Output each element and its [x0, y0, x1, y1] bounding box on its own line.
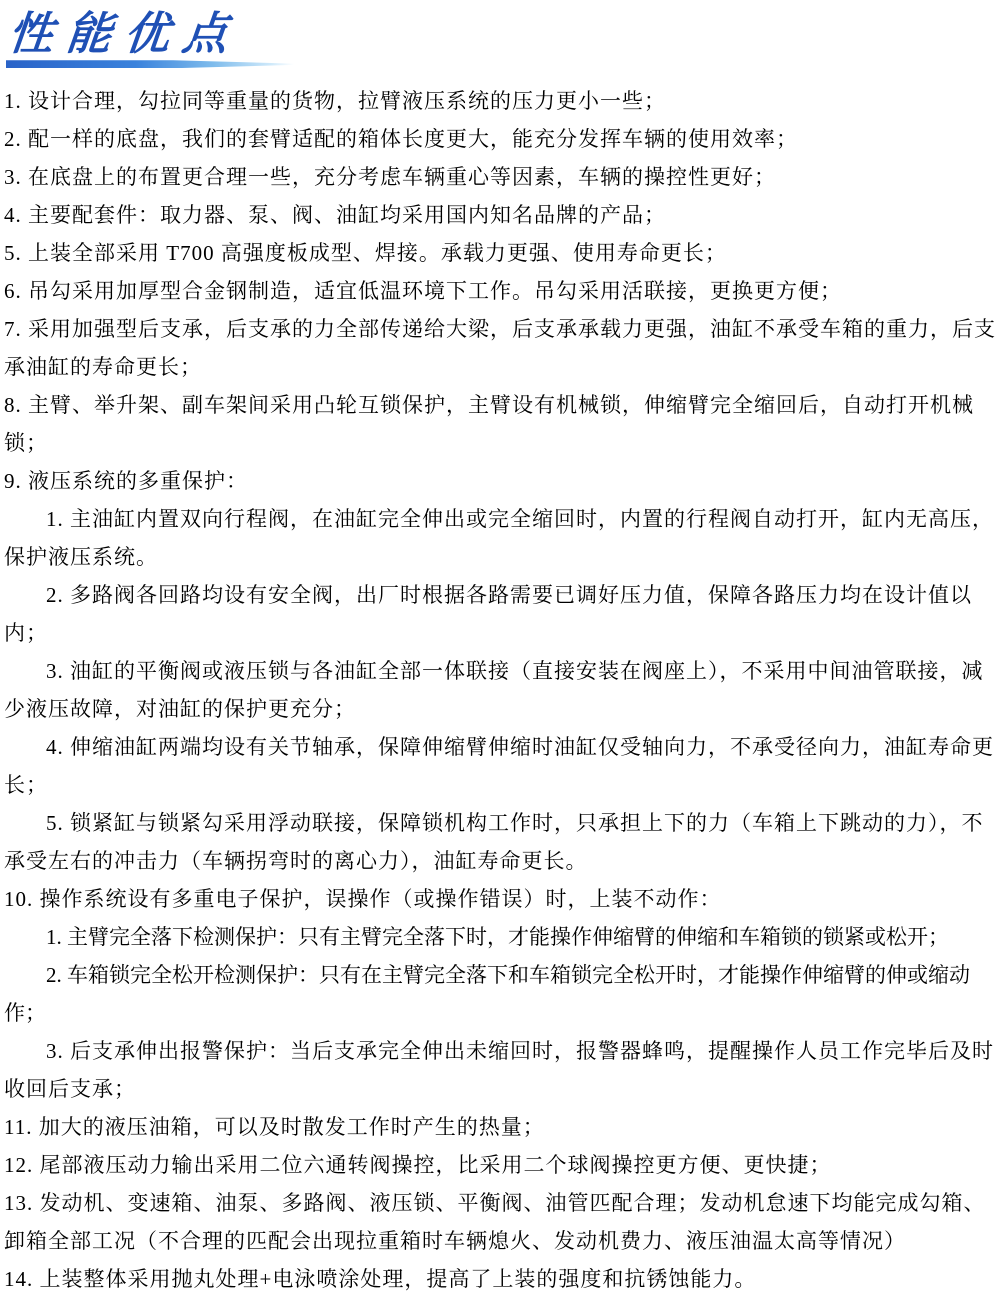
sub-list-item: 1. 主油缸内置双向行程阀，在油缸完全伸出或完全缩回时，内置的行程阀自动打开，缸内无高压，保护液压系统。: [4, 507, 994, 570]
title-underline-decoration: [6, 60, 294, 68]
sub-list-item: 3. 油缸的平衡阀或液压锁与各油缸全部一体联接（直接安装在阀座上），不采用中间油管联接，减少液压故障，对油缸的保护更充分；: [4, 659, 984, 722]
sub-list-item: 1. 主臂完全落下检测保护：只有主臂完全落下时，才能操作伸缩臂的伸缩和车箱锁的锁紧或松开；: [46, 925, 949, 950]
list-item: 6. 吊勾采用加厚型合金钢制造，适宜低温环境下工作。吊勾采用活联接，更换更方便；: [4, 279, 842, 304]
page-title: 性能优点: [5, 8, 244, 59]
sub-list-item: 5. 锁紧缸与锁紧勾采用浮动联接，保障锁机构工作时，只承担上下的力（车箱上下跳动的力），不承受左右的冲击力（车辆拐弯时的离心力），油缸寿命更长。: [4, 811, 984, 874]
feature-list: [4, 82, 996, 1298]
list-item: 1. 设计合理，勾拉同等重量的货物，拉臂液压系统的压力更小一些；: [4, 89, 666, 114]
list-item: 9. 液压系统的多重保护：: [4, 469, 248, 494]
list-item: 2. 配一样的底盘，我们的套臂适配的箱体长度更大，能充分发挥车辆的使用效率；: [4, 127, 798, 152]
list-item: 11. 加大的液压油箱，可以及时散发工作时产生的热量；: [4, 1115, 545, 1140]
sub-list-item: 4. 伸缩油缸两端均设有关节轴承，保障伸缩臂伸缩时油缸仅受轴向力，不承受径向力，油缸寿命更长；: [4, 735, 994, 798]
list-item: 3. 在底盘上的布置更合理一些，充分考虑车辆重心等因素，车辆的操控性更好；: [4, 165, 776, 190]
list-item: 10. 操作系统设有多重电子保护，误操作（或操作错误）时，上装不动作：: [4, 887, 722, 912]
list-item: 13. 发动机、变速箱、油泵、多路阀、液压锁、平衡阀、油管匹配合理；发动机怠速下均能完成勾箱、卸箱全部工况（不合理的匹配会出现拉重箱时车辆熄火、发动机费力、液压油温太高等情况）: [4, 1191, 986, 1254]
sub-list-item: 2. 多路阀各回路均设有安全阀，出厂时根据各路需要已调好压力值，保障各路压力均在设计值以内；: [4, 583, 972, 646]
list-item: 14. 上装整体采用抛丸处理+电泳喷涂处理，提高了上装的强度和抗锈蚀能力。: [4, 1267, 757, 1292]
list-item: 5. 上装全部采用 T700 高强度板成型、焊接。承载力更强、使用寿命更长；: [4, 241, 727, 266]
sub-list-item: 3. 后支承伸出报警保护：当后支承完全伸出未缩回时，报警器蜂鸣，提醒操作人员工作完毕后及时收回后支承；: [4, 1039, 994, 1102]
list-item: 4. 主要配套件：取力器、泵、阀、油缸均采用国内知名品牌的产品；: [4, 203, 666, 228]
sub-list-item: 2. 车箱锁完全松开检测保护：只有在主臂完全落下和车箱锁完全松开时，才能操作伸缩臂的伸或缩动作；: [4, 963, 970, 1026]
list-item: 8. 主臂、举升架、副车架间采用凸轮互锁保护，主臂设有机械锁，伸缩臂完全缩回后，自动打开机械锁；: [4, 393, 974, 456]
list-item: 7. 采用加强型后支承，后支承的力全部传递给大梁，后支承承载力更强，油缸不承受车箱的重力，后支承油缸的寿命更长；: [4, 317, 996, 380]
list-item: 12. 尾部液压动力输出采用二位六通转阀操控，比采用二个球阀操控更方便、更快捷；: [4, 1153, 832, 1178]
title-block: [6, 10, 996, 68]
